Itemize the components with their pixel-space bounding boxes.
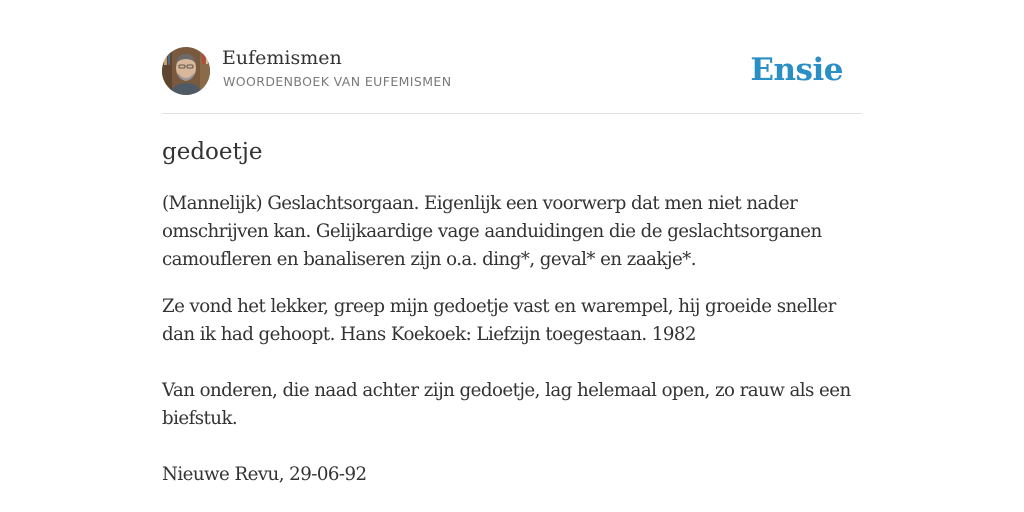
entry-quotes [162,293,862,489]
source-name[interactable]: Eufemismen [222,47,342,69]
quote-paragraph: Van onderen, die naad achter zijn gedoetje, lag helemaal open, zo rauw als een biefstuk. [162,380,851,429]
source-subtitle: WOORDENBOEK VAN EUFEMISMEN [223,74,452,89]
ensie-logo[interactable]: Ensie [750,52,843,88]
quote-paragraph: Ze vond het lekker, greep mijn gedoetje vast en warempel, hij groeide sneller dan ik had gehoopt. Hans Koekoek: Liefzijn toegestaan. 1982 [162,296,836,345]
header-divider [162,113,862,114]
entry-definition: (Mannelijk) Geslachtsorgaan. Eigenlijk een voorwerp dat men niet nader omschrijven kan. Gelijkaardige vage aanduidingen die de geslachtsorganen camoufleren en banaliseren zijn o.a. ding*, geval* en zaakje*. [162,193,822,270]
quote-source: Nieuwe Revu, 29-06-92 [162,464,367,485]
entry-term: gedoetje [162,139,263,165]
entry-header [162,46,862,96]
avatar[interactable] [162,47,210,95]
author-portrait-image [162,47,210,95]
entry-card [162,0,862,512]
